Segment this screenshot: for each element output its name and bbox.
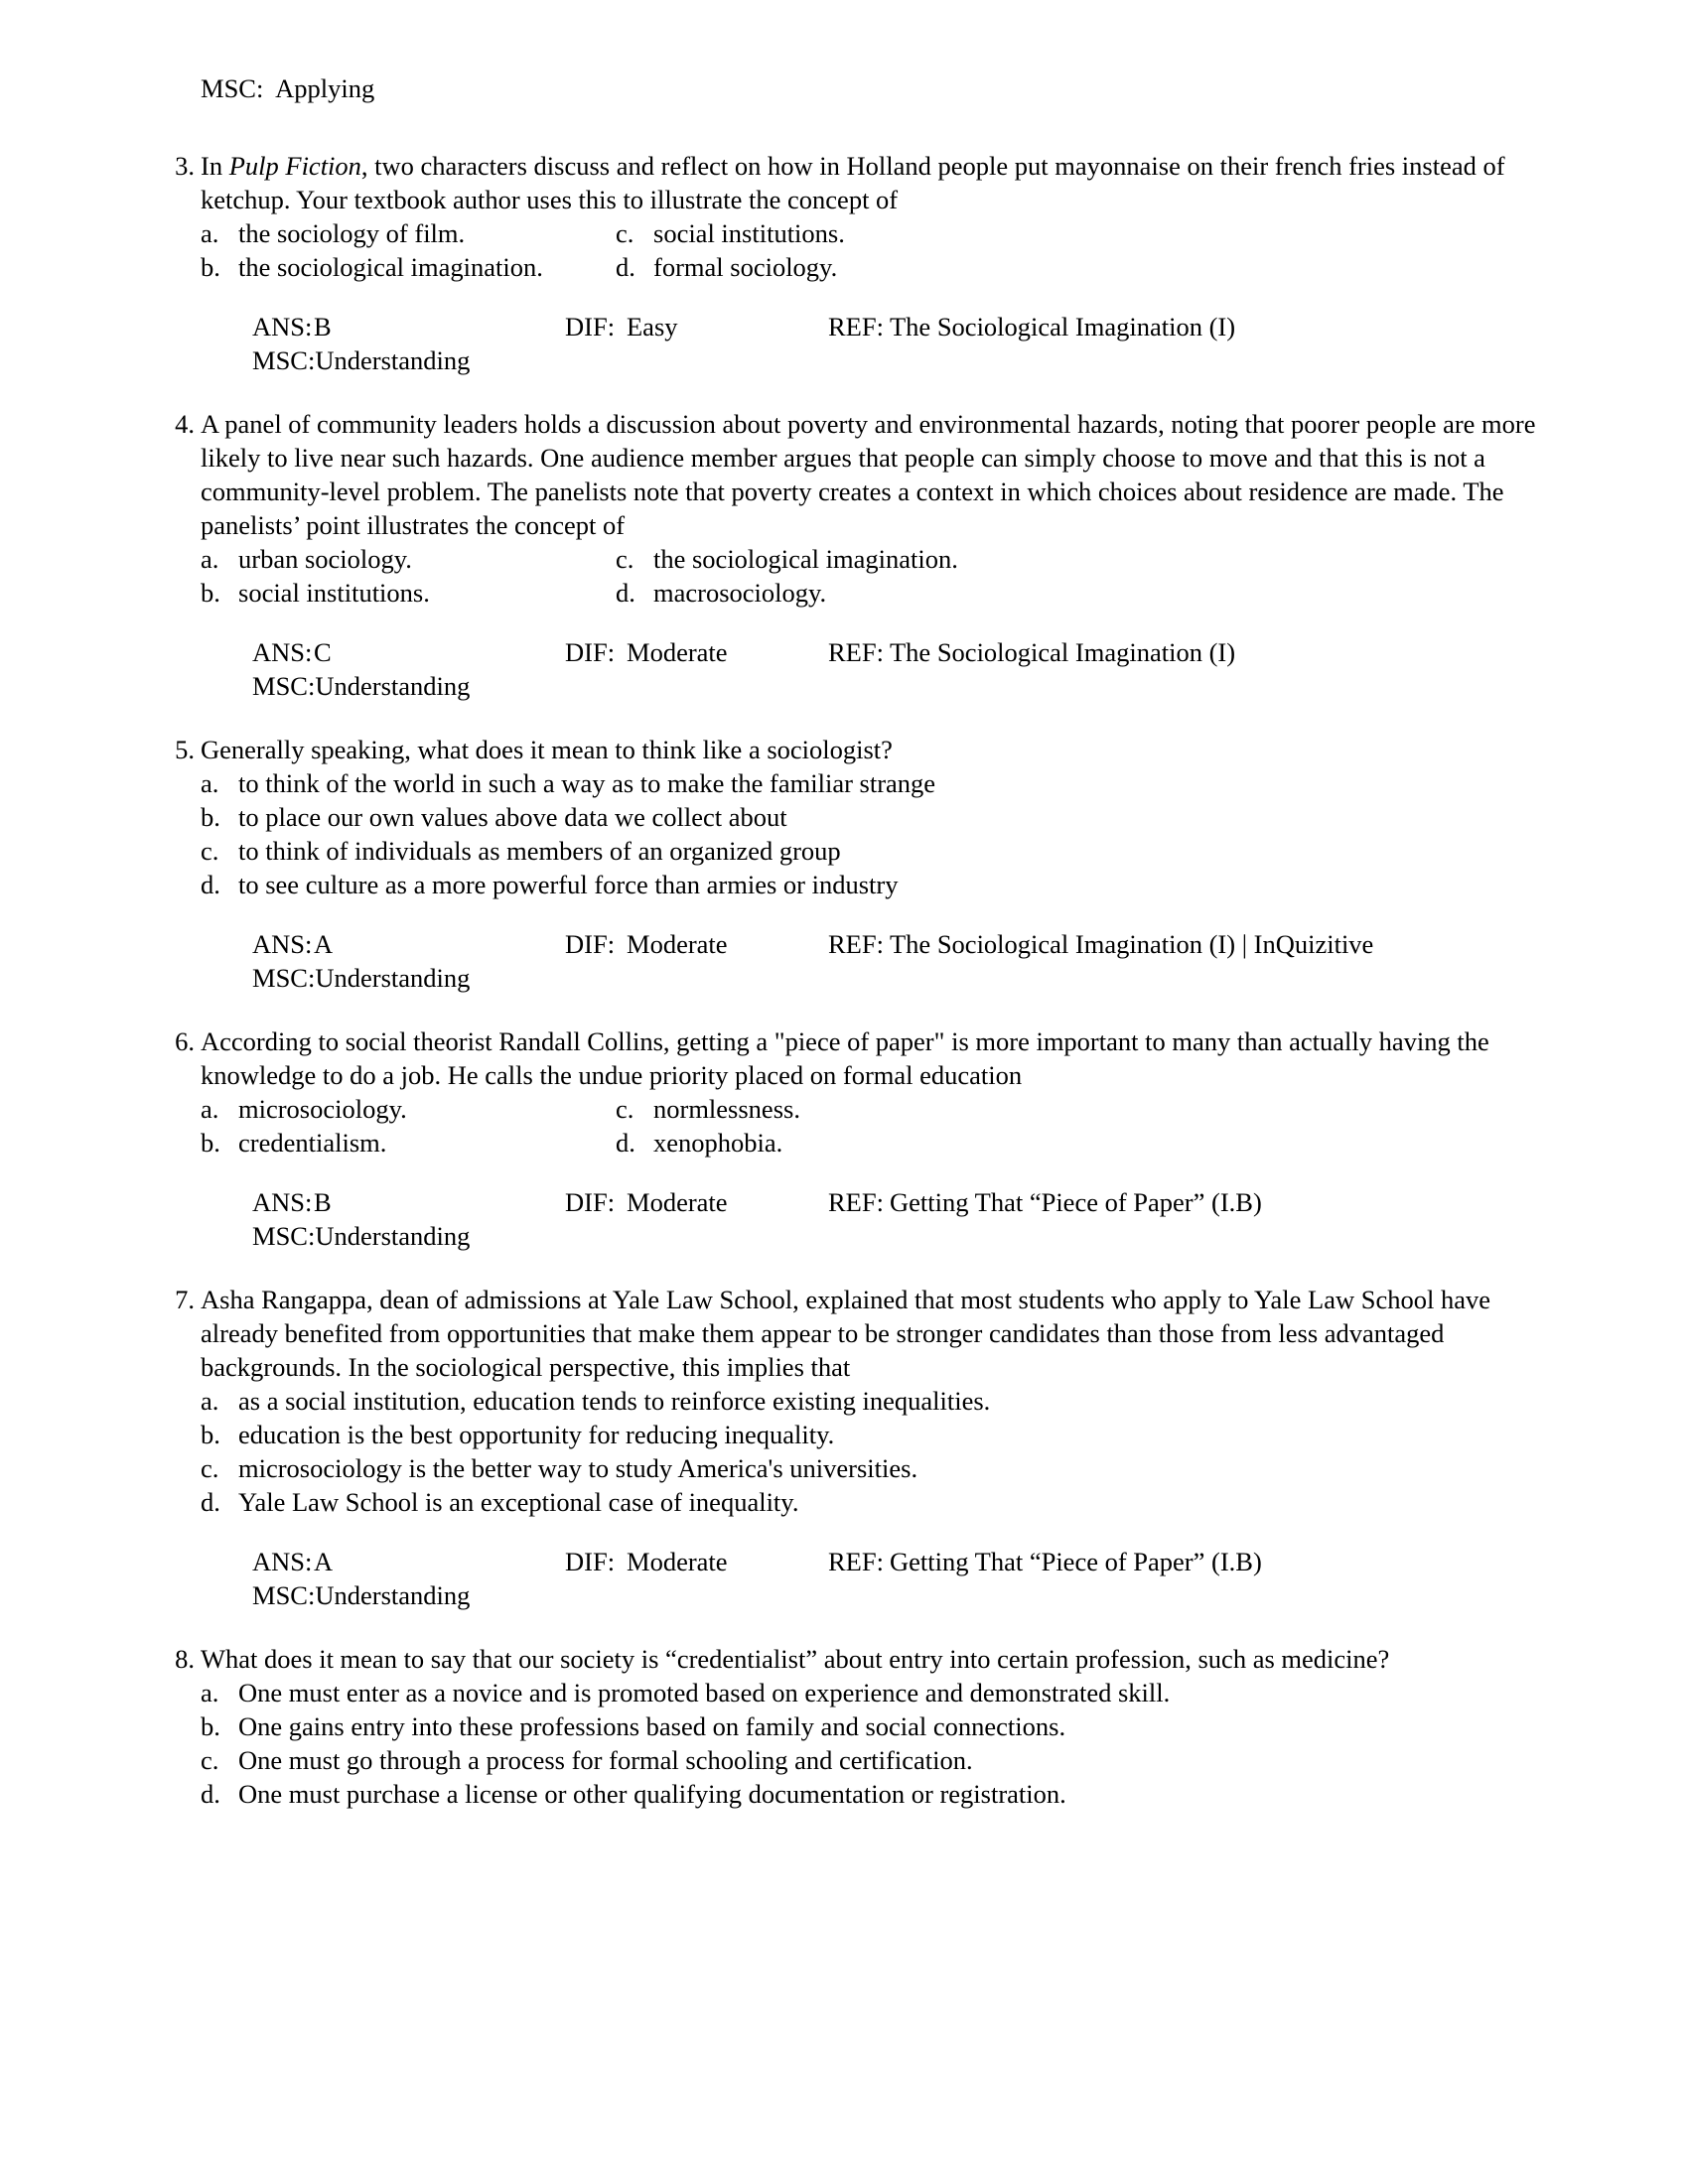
option-label: d. <box>201 870 220 899</box>
option-label: d. <box>616 1128 635 1158</box>
option-label: a. <box>201 1678 219 1707</box>
option-item[interactable] <box>616 216 845 250</box>
question-number: 8. <box>175 1644 195 1674</box>
ans-label: ANS: <box>252 929 313 959</box>
option-label: c. <box>616 544 634 574</box>
ans-label: ANS: <box>252 1187 313 1217</box>
option-text: as a social institution, education tends to reinforce existing inequalities. <box>238 1386 991 1416</box>
ans-label: ANS: <box>252 312 313 341</box>
ref-value: Getting That “Piece of Paper” (I.B) <box>890 1547 1262 1576</box>
option-text: social institutions. <box>238 578 430 608</box>
msc-value: Understanding <box>315 963 471 993</box>
option-text: formal sociology. <box>653 252 838 282</box>
option-text: normlessness. <box>653 1094 800 1124</box>
option-label: b. <box>201 578 220 608</box>
stem-text: A panel of community leaders holds a discussion about poverty and environmental hazards, noting that poorer people are more likely to live near such hazards. One audience member argues that people can simply choose to move and that this is not a community-level problem. The panelists note that poverty creates a context in which choices about residence are made. The panelists’ point illustrates the concept of <box>201 409 1536 540</box>
option-text: the sociological imagination. <box>653 544 958 574</box>
option-item[interactable] <box>201 542 412 576</box>
option-item[interactable] <box>201 1777 1539 1811</box>
option-item[interactable] <box>201 1676 1539 1709</box>
dif-label: DIF: <box>565 637 616 667</box>
option-label: d. <box>201 1487 220 1517</box>
question-number: 3. <box>175 151 195 181</box>
msc-label-group <box>252 1219 470 1253</box>
option-row <box>201 1092 1539 1126</box>
stem-italic-title: Pulp Fiction <box>228 151 361 181</box>
answer-metadata-line <box>252 1219 1539 1253</box>
ref-label: REF: <box>828 637 884 667</box>
option-label: d. <box>201 1779 220 1809</box>
option-item[interactable] <box>201 250 543 284</box>
option-item[interactable] <box>201 1126 386 1160</box>
answer-metadata-line <box>252 635 1539 669</box>
ans-value: B <box>314 1187 332 1217</box>
option-text: microsociology. <box>238 1094 407 1124</box>
ans-label-group <box>252 927 333 961</box>
msc-label-group <box>252 961 470 995</box>
question-number: 4. <box>175 409 195 439</box>
question-block <box>149 1283 1539 1612</box>
option-text: social institutions. <box>653 218 845 248</box>
ans-label-group <box>252 1185 332 1219</box>
answer-metadata-line <box>252 669 1539 703</box>
option-text: to think of the world in such a way as to make the familiar strange <box>238 768 936 798</box>
option-label: a. <box>201 1094 219 1124</box>
stem-text: In <box>201 151 229 181</box>
stem-text: What does it mean to say that our society is “credentialist” about entry into certain profession, such as medicine? <box>201 1644 1390 1674</box>
option-item[interactable] <box>616 542 958 576</box>
ref-label-group <box>828 927 1373 961</box>
option-label: b. <box>201 1420 220 1449</box>
answer-metadata-line <box>252 343 1539 377</box>
option-label: a. <box>201 1386 219 1416</box>
option-label: c. <box>616 218 634 248</box>
dif-value: Moderate <box>627 637 728 667</box>
option-row <box>201 576 1539 610</box>
ref-label: REF: <box>828 312 884 341</box>
msc-label-group <box>252 1578 470 1612</box>
option-label: d. <box>616 252 635 282</box>
option-item[interactable] <box>201 1451 1539 1485</box>
option-text: to place our own values above data we collect about <box>238 802 787 832</box>
answer-metadata-line <box>252 927 1539 961</box>
option-list <box>201 1092 1539 1160</box>
msc-label: MSC: <box>252 1580 316 1610</box>
option-label: c. <box>201 1453 219 1483</box>
question-list <box>149 149 1539 1811</box>
msc-label-group <box>252 669 470 703</box>
dif-label: DIF: <box>565 1547 616 1576</box>
msc-label-group <box>252 343 470 377</box>
dif-label: DIF: <box>565 312 616 341</box>
option-text: One must purchase a license or other qualifying documentation or registration. <box>238 1779 1066 1809</box>
question-number: 6. <box>175 1026 195 1056</box>
option-text: xenophobia. <box>653 1128 783 1158</box>
question-stem <box>201 1642 1539 1676</box>
option-text: the sociology of film. <box>238 218 466 248</box>
msc-label: MSC: <box>252 1221 316 1251</box>
dif-label-group <box>565 927 728 961</box>
option-text: One must go through a process for formal schooling and certification. <box>238 1745 973 1775</box>
question-stem <box>201 733 1539 766</box>
option-item[interactable] <box>201 766 1539 800</box>
answer-metadata <box>201 1185 1539 1253</box>
ans-label-group <box>252 1545 333 1578</box>
option-list <box>201 766 1539 901</box>
option-item[interactable] <box>616 1126 782 1160</box>
option-list <box>201 542 1539 610</box>
ans-value: A <box>314 1547 334 1576</box>
option-text: microsociology is the better way to study America's universities. <box>238 1453 918 1483</box>
option-item[interactable] <box>201 1092 407 1126</box>
ref-label: REF: <box>828 1187 884 1217</box>
option-item[interactable] <box>201 1384 1539 1418</box>
option-item[interactable] <box>201 834 1539 868</box>
answer-metadata-line <box>252 1185 1539 1219</box>
answer-metadata-line <box>252 1578 1539 1612</box>
ref-value: Getting That “Piece of Paper” (I.B) <box>890 1187 1262 1217</box>
answer-metadata-line <box>252 961 1539 995</box>
ref-value: The Sociological Imagination (I) <box>890 637 1236 667</box>
dif-label: DIF: <box>565 1187 616 1217</box>
option-label: b. <box>201 252 220 282</box>
ref-label-group <box>828 310 1235 343</box>
option-label: a. <box>201 544 219 574</box>
option-item[interactable] <box>201 576 430 610</box>
msc-value: Understanding <box>315 1221 471 1251</box>
stem-text: , two characters discuss and reflect on how in Holland people put mayonnaise on their french fries instead of ketchup. Your textbook author uses this to illustrate the concept of <box>201 151 1505 214</box>
ans-value: B <box>314 312 332 341</box>
answer-metadata <box>201 1545 1539 1612</box>
option-row <box>201 542 1539 576</box>
option-text: the sociological imagination. <box>238 252 543 282</box>
dif-label-group <box>565 1545 728 1578</box>
option-item[interactable] <box>201 800 1539 834</box>
option-label: d. <box>616 578 635 608</box>
question-stem <box>201 149 1539 216</box>
question-number: 7. <box>175 1285 195 1314</box>
option-item[interactable] <box>616 576 826 610</box>
ans-value: C <box>314 637 332 667</box>
msc-label: MSC: <box>252 345 316 375</box>
question-stem <box>201 1283 1539 1384</box>
option-label: c. <box>201 836 219 866</box>
option-list <box>201 1676 1539 1811</box>
answer-metadata <box>201 635 1539 703</box>
option-label: a. <box>201 218 219 248</box>
option-text: macrosociology. <box>653 578 827 608</box>
ans-label-group <box>252 310 332 343</box>
msc-value: Understanding <box>315 1580 471 1610</box>
ref-label: REF: <box>828 1547 884 1576</box>
option-label: c. <box>616 1094 634 1124</box>
question-block <box>149 1024 1539 1253</box>
option-label: b. <box>201 1711 220 1741</box>
answer-metadata <box>201 310 1539 377</box>
option-text: to think of individuals as members of an organized group <box>238 836 841 866</box>
answer-metadata-line <box>252 1545 1539 1578</box>
top-continuation-msc: MSC: Applying <box>201 73 375 103</box>
ref-label: REF: <box>828 929 884 959</box>
option-label: c. <box>201 1745 219 1775</box>
ans-label-group <box>252 635 332 669</box>
ans-label: ANS: <box>252 1547 313 1576</box>
option-item[interactable] <box>201 1709 1539 1743</box>
option-item[interactable] <box>616 1092 800 1126</box>
option-text: One must enter as a novice and is promoted based on experience and demonstrated skill. <box>238 1678 1171 1707</box>
dif-label-group <box>565 635 728 669</box>
option-text: to see culture as a more powerful force than armies or industry <box>238 870 899 899</box>
option-row <box>201 250 1539 284</box>
question-block <box>149 149 1539 377</box>
option-item[interactable] <box>201 1743 1539 1777</box>
question-stem <box>201 407 1539 542</box>
msc-label: MSC: <box>252 671 316 701</box>
option-text: urban sociology. <box>238 544 412 574</box>
msc-label: MSC: <box>252 963 316 993</box>
ref-value: The Sociological Imagination (I) | InQuizitive <box>890 929 1374 959</box>
option-label: b. <box>201 802 220 832</box>
option-item[interactable] <box>201 1418 1539 1451</box>
ref-value: The Sociological Imagination (I) <box>890 312 1236 341</box>
option-list <box>201 216 1539 284</box>
option-text: Yale Law School is an exceptional case of inequality. <box>238 1487 799 1517</box>
option-label: a. <box>201 768 219 798</box>
option-label: b. <box>201 1128 220 1158</box>
ref-label-group <box>828 1185 1262 1219</box>
option-row <box>201 216 1539 250</box>
dif-label-group <box>565 1185 728 1219</box>
option-list <box>201 1384 1539 1519</box>
stem-text: Asha Rangappa, dean of admissions at Yale Law School, explained that most students who apply to Yale Law School have already benefited from opportunities that make them appear to be stronger candidates than those from less advantaged backgrounds. In the sociological perspective, this implies that <box>201 1285 1491 1382</box>
option-text: One gains entry into these professions based on family and social connections. <box>238 1711 1066 1741</box>
question-number: 5. <box>175 735 195 764</box>
option-item[interactable] <box>201 1485 1539 1519</box>
option-item[interactable] <box>616 250 837 284</box>
option-text: education is the best opportunity for reducing inequality. <box>238 1420 835 1449</box>
msc-value: Understanding <box>315 671 471 701</box>
ref-label-group <box>828 1545 1262 1578</box>
question-block <box>149 1642 1539 1811</box>
option-item[interactable] <box>201 868 1539 901</box>
option-row <box>201 1126 1539 1160</box>
stem-text: Generally speaking, what does it mean to think like a sociologist? <box>201 735 893 764</box>
msc-value: Understanding <box>315 345 471 375</box>
dif-value: Moderate <box>627 1187 728 1217</box>
question-block <box>149 407 1539 703</box>
ref-label-group <box>828 635 1235 669</box>
dif-label-group <box>565 310 678 343</box>
dif-value: Moderate <box>627 1547 728 1576</box>
ans-label: ANS: <box>252 637 313 667</box>
answer-metadata <box>201 927 1539 995</box>
question-block <box>149 733 1539 995</box>
option-text: credentialism. <box>238 1128 387 1158</box>
option-item[interactable] <box>201 216 465 250</box>
answer-metadata-line <box>252 310 1539 343</box>
ans-value: A <box>314 929 334 959</box>
stem-text: According to social theorist Randall Collins, getting a "piece of paper" is more important to many than actually having the knowledge to do a job. He calls the undue priority placed on formal education <box>201 1026 1489 1090</box>
dif-value: Easy <box>627 312 678 341</box>
dif-label: DIF: <box>565 929 616 959</box>
dif-value: Moderate <box>627 929 728 959</box>
question-stem <box>201 1024 1539 1092</box>
